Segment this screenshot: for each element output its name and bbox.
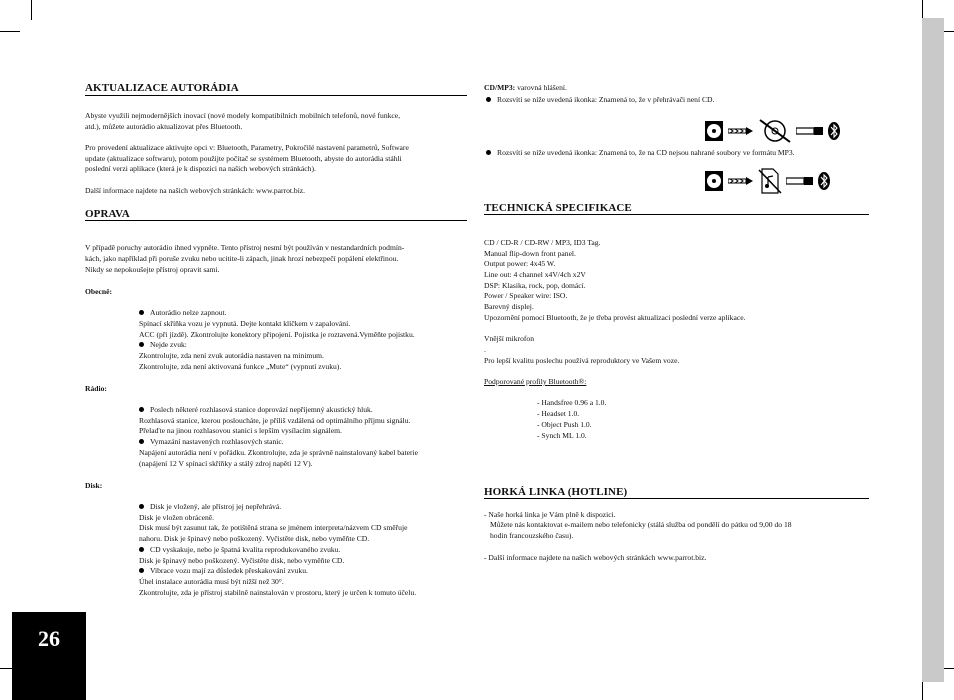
list-item xyxy=(139,437,284,448)
disc-icon xyxy=(704,120,724,142)
section-rule xyxy=(484,214,869,215)
bullet-icon xyxy=(139,568,144,573)
no-mp3-icon-row xyxy=(704,168,830,194)
list-item-text: Vymazání nastavených rozhlasových stanic. xyxy=(150,437,284,446)
paragraph: Další informace najdete na našich webových stránkách: www.parrot.biz. xyxy=(85,186,306,195)
spec-line: Manual flip-down front panel. xyxy=(484,249,576,258)
list-item-text: Autorádio nelze zapnout. xyxy=(150,308,227,317)
list-item xyxy=(139,340,187,351)
paragraph: Abyste využili nejmodernějších inovací (nové modely kompatibilních mobilních telefonů, nové funkce, xyxy=(85,111,401,120)
list-item xyxy=(139,502,281,513)
spec-line: CD / CD-R / CD-RW / MP3, ID3 Tag. xyxy=(484,238,601,247)
list-item-text: Rozsvítí se níže uvedená ikonka: Znamená to, že v přehrávači není CD. xyxy=(497,95,715,104)
bullet-icon xyxy=(139,547,144,552)
list-item-text: Poslech některé rozhlasová stanice doprovází nepříjemný akustický hluk. xyxy=(150,405,373,414)
spec-line: Line out: 4 channel x4V/4ch x2V xyxy=(484,270,586,279)
paragraph: Disk musí být zasunut tak, že potištěná strana se jménem interpreta/názvem CD směřuje xyxy=(139,523,408,532)
bullet-icon xyxy=(486,97,491,102)
hotline-line: Můžete nás kontaktovat e-mailem nebo telefonicky (stálá služba od pondělí do pátku od 9,00 do 18 xyxy=(490,520,792,529)
cd-warning-heading xyxy=(484,83,567,94)
page-edge-strip xyxy=(922,18,944,682)
paragraph: kách, jako například při poruše zvuku nebo ucitite-li zápach, jinak hrozí nebezpečí popálení elektřinou. xyxy=(85,254,399,263)
cd-label: CD/MP3: xyxy=(484,83,516,92)
crop-mark xyxy=(922,0,923,18)
page-number: 26 xyxy=(38,626,60,651)
bullet-icon xyxy=(486,150,491,155)
subheading-general: Obecně: xyxy=(85,287,112,296)
spec-line: Output power: 4x45 W. xyxy=(484,259,556,268)
arrow-icon xyxy=(728,126,754,136)
bullet-icon xyxy=(139,310,144,315)
paragraph: Přelaďte na jinou rozhlasovou stanici s lepším vysílacím signálem. xyxy=(139,426,342,435)
list-item xyxy=(486,148,795,159)
paragraph: update (aktualizace softwaru), potom použijte počítač se systémem Bluetooth, abyste do autorádia stáhli xyxy=(85,154,402,163)
profile-item: - Headset 1.0. xyxy=(537,409,580,418)
paragraph: Rozhlasová stanice, kterou posloucháte, je příliš vzdálená od optimálního příjmu signálu. xyxy=(139,416,411,425)
section-title-specs: TECHNICKÁ SPECIFIKACE xyxy=(484,202,632,214)
cable-icon xyxy=(796,126,824,136)
bullet-icon xyxy=(139,342,144,347)
paragraph: Zkontrolujte, zda je přístroj stabilně nainstalován v prostoru, který je určen k tomuto účelu. xyxy=(139,588,417,597)
no-disc-icon xyxy=(758,118,792,144)
paragraph: nahoru. Disk je špinavý nebo poškozený. Vyčistěte disk, nebo vyměňte CD. xyxy=(139,534,370,543)
hotline-line: - Další informace najdete na našich webových stránkách www.parrot.biz. xyxy=(484,553,707,562)
paragraph: Napájení autorádia není v pořádku. Zkontrolujte, zda je správně nainstalovaný kabel baterie xyxy=(139,448,418,457)
paragraph: Úhel instalace autorádia musí být nižší než 30°. xyxy=(139,577,284,586)
paragraph: Pro provedení aktualizace aktivujte opci v: Bluetooth, Parametry, Pokročilé nastavení parametrů, Software xyxy=(85,143,409,152)
no-cd-icon-row xyxy=(704,118,840,144)
profile-item: - Handsfree 0.96 a 1.0. xyxy=(537,398,607,407)
profile-item: - Synch ML 1.0. xyxy=(537,431,587,440)
section-title-repair: OPRAVA xyxy=(85,208,130,220)
list-item-text: CD vyskakuje, nebo je špatná kvalita reprodukovaného zvuku. xyxy=(150,545,341,554)
paragraph: atd.), můžete autorádio aktualizovat přes Bluetooth. xyxy=(85,122,243,131)
section-rule xyxy=(85,95,467,96)
profile-item: - Object Push 1.0. xyxy=(537,420,592,429)
spec-line: Pro lepší kvalitu poslechu používá reproduktory ve Vašem voze. xyxy=(484,356,680,365)
list-item xyxy=(139,308,227,319)
cable-icon xyxy=(786,176,814,186)
section-title-hotline: HORKÁ LINKA (HOTLINE) xyxy=(484,486,628,498)
paragraph: Spínací skříňka vozu je vypnutá. Dejte kontakt klíčkem v zapalování. xyxy=(139,319,351,328)
paragraph: Zkontrolujte, zda není zvuk autorádia nastaven na minimum. xyxy=(139,351,324,360)
section-rule xyxy=(85,220,467,221)
paragraph: Nikdy se nepokoušejte přístroj opravit sami. xyxy=(85,265,220,274)
crop-mark xyxy=(0,31,20,32)
crop-mark xyxy=(922,682,923,700)
list-item-text: Vibrace vozu mají za důsledek přeskakování zvuku. xyxy=(150,566,308,575)
crop-mark xyxy=(31,0,32,20)
list-item xyxy=(139,405,373,416)
paragraph: ACC (při jízdě). Zkontrolujte konektory připojení. Pojistka je roztavená.Vyměňte pojistku. xyxy=(139,330,415,339)
disc-icon xyxy=(704,170,724,192)
arrow-icon xyxy=(728,176,754,186)
spec-line: . xyxy=(484,345,486,354)
list-item xyxy=(139,566,308,577)
paragraph: poslední verzi aplikace (která je k dispozici na našich webových stránkách). xyxy=(85,164,316,173)
crop-mark xyxy=(0,668,12,669)
subheading-disk: Disk: xyxy=(85,481,103,490)
bluetooth-icon xyxy=(828,122,840,140)
hotline-line: - Naše horká linka je Vám plně k dispozici. xyxy=(484,510,616,519)
cd-label-rest: varovná hlášení. xyxy=(515,83,567,92)
paragraph: V případě poruchy autorádio ihned vypněte. Tento přístroj nesmí být používán v nestandardních podmín- xyxy=(85,243,405,252)
profiles-heading: Podporované profily Bluetooth®: xyxy=(484,377,587,386)
subheading-radio: Rádio: xyxy=(85,384,107,393)
bullet-icon xyxy=(139,439,144,444)
mp3-file-icon xyxy=(758,168,782,194)
spec-line: Vnější mikrofon xyxy=(484,334,534,343)
list-item-text: Disk je vložený, ale přístroj jej nepřehrává. xyxy=(150,502,282,511)
paragraph: (napájení 12 V spínací skříňky a stálý zdroj napětí 12 V). xyxy=(139,459,313,468)
section-rule xyxy=(484,498,869,499)
bullet-icon xyxy=(139,407,144,412)
hotline-line: hodin francouzského času). xyxy=(490,531,574,540)
spec-line: DSP: Klasika, rock, pop, domácí. xyxy=(484,281,586,290)
spec-line: Power / Speaker wire: ISO. xyxy=(484,291,568,300)
paragraph: Disk je vložen obráceně. xyxy=(139,513,215,522)
bluetooth-icon xyxy=(818,172,830,190)
list-item xyxy=(486,95,714,106)
list-item-text: Nejde zvuk: xyxy=(150,340,187,349)
spec-line: Barevný displej. xyxy=(484,302,534,311)
list-item-text: Rozsvítí se níže uvedená ikonka: Znamená to, že na CD nejsou nahrané soubory ve formátu MP3. xyxy=(497,148,795,157)
section-title-update: AKTUALIZACE AUTORÁDIA xyxy=(85,82,239,94)
list-item xyxy=(139,545,340,556)
spec-line: Upozornění pomocí Bluetooth, že je třeba provést aktualizaci poslední verze aplikace. xyxy=(484,313,746,322)
paragraph: Zkontrolujte, zda není aktivovaná funkce „Mute“ (vypnutí zvuku). xyxy=(139,362,342,371)
paragraph: Disk je špinavý nebo poškozený. Vyčistěte disk, nebo vyměňte CD. xyxy=(139,556,345,565)
bullet-icon xyxy=(139,504,144,509)
